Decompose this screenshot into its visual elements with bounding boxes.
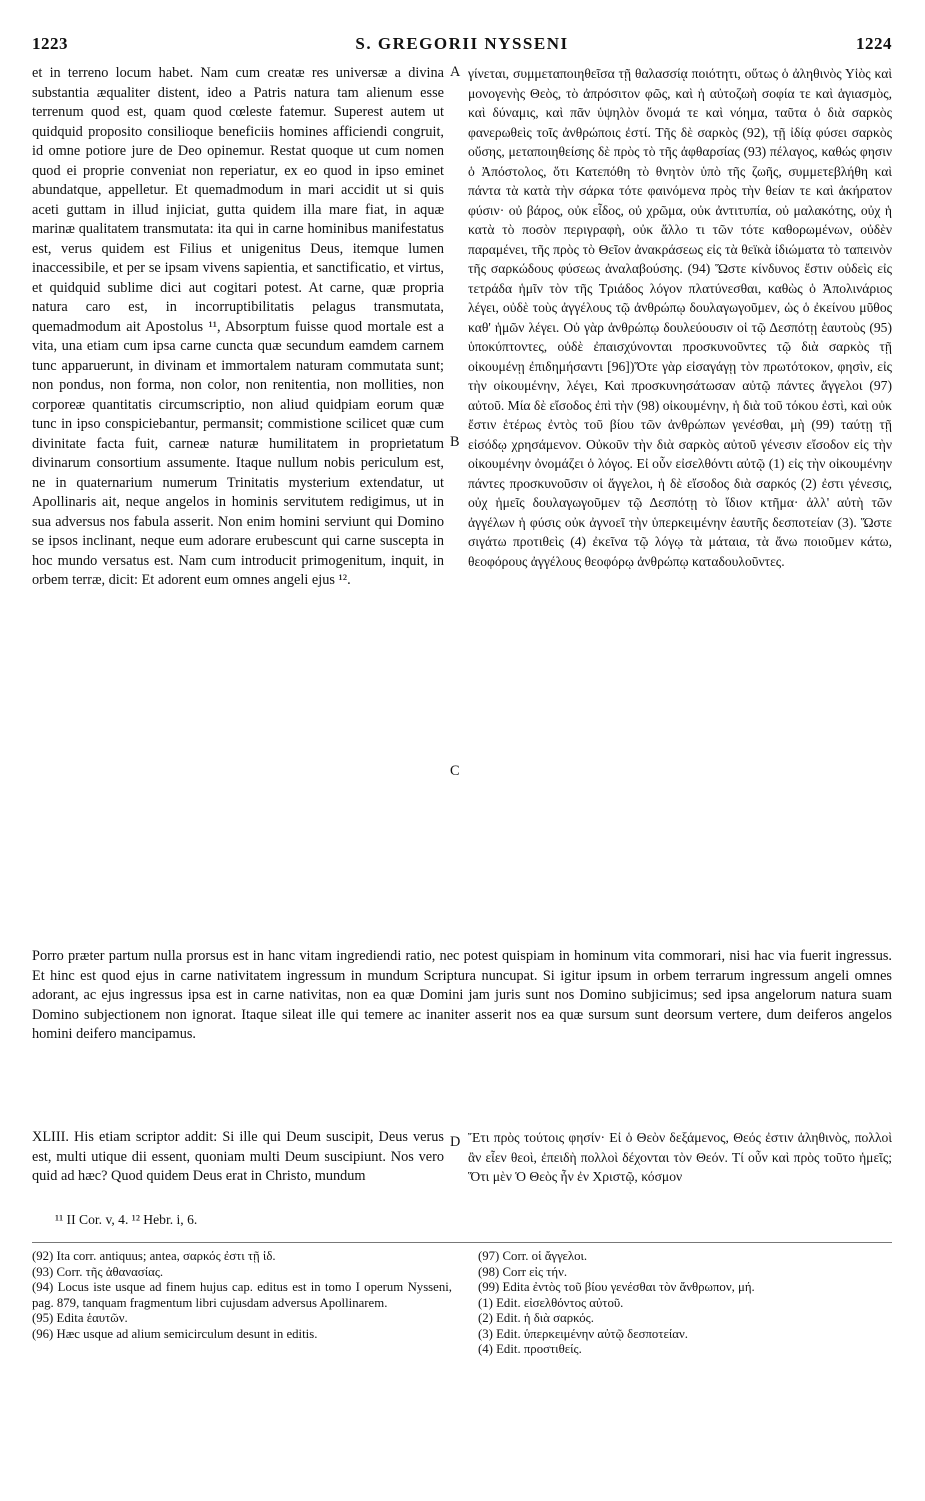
footnote: (96) Hæc usque ad alium semicirculum desunt in editis. <box>32 1326 318 1341</box>
footnote: (93) Corr. τῆς ἀθανασίας. <box>32 1264 164 1279</box>
latin-paragraph-full: Porro præter partum nulla prorsus est in hanc vitam ingrediendi ratio, nec potest quispiam in hominum vita commorari, nisi hac via fuerit ingressus. Et hinc est quod ejus in carne nativitatem ingressum in mundum Scriptura nuncupat. Si igitur ipsum in orbem terrarum ingressum angeli omnes adorant, ac ejus ingressus ipsa est in carne nativitas, non ea quæ Domini jam juris sunt nos Domino subjicimus; sed ipsa angelorum natura suam Domino subjectionem non ignorat. Itaque sileat ille qui temere ac inaniter asserit nos ea quæ sursum sunt deorsum vertere, dum deiferos angelos homini deifero mancipamus. <box>32 948 892 1042</box>
greek-column-top <box>468 64 892 571</box>
latin-column-bottom <box>32 1128 444 1187</box>
latin-paragraph-top: et in terreno locum habet. Nam cum creatæ res universæ a divina substantia æqualiter distent, ideo a Patris natura tam alienum esse terrenum quod est, quam quod cœleste fatemur. Superest autem ut quidquid proposito consilioque beneficiis homines afficiendi congruit, id omne potiore jure de Deo opinemur. Restat quoque ut cum nomen quod ei proprie conveniat non reperiatur, ex eo quod in ipso eminet abundatque, appelletur. Et quemadmodum in mari accidit ut si quis aceti guttam in illud injiciat, gutta quidem illa mare fiat, in aquæ marinæ qualitatem transmutata: ita qui in carne hominibus manifestatus est, verus quidem est Filius et unigenitus Deus, itemque lumen inaccessibile, et per se ipsam vivens sapientia, et sanctificatio, et virtus, et quidquid sublime dici aut cogitari potest. At carne, quæ propria natura caro est, in incorruptibilitatis pelagus transmutata, quemadmodum ait Apostolus ¹¹, Absorptum fuisse quod mortale est a vita, una etiam cum ipsa carne cuncta quæ secundum eamdem carnem tunc apparuerunt, in divinam et immortalem naturam commutata sunt; non pondus, non forma, non color, non renitentia, non mollities, non corporeæ quantitatis circumscriptio, non aliud quidpiam eorum quæ tunc in ipso conspiciebantur, permansit; commistione scilicet quæ cum divinitate facta fuit, carneæ naturæ humilitatem in proprietatum divinarum consortium assumente. Itaque nullum nobis periculum est, ne in quaternarium numerum Trinitatis mysterium extendatur, ut Apollinaris ait, neque angelos in hominis servitutem redigimus, ut in sua adversus nos fabula asserit. Non enim homini serviunt qui Domino se ipsos inclinant, neque eum adorare erubescunt qui carne suscepta in hoc mundo versatus est. Nam cum introducit primogenitum, inquit, in orbem terræ, dicit: Et adorent eum omnes angeli ejus ¹². <box>32 65 444 588</box>
footnote: (1) Edit. εἰσελθόντος αὐτοῦ. <box>478 1295 624 1310</box>
footnotes-left <box>32 1249 452 1342</box>
column-number-right: 1224 <box>856 34 892 53</box>
footnote: (92) Ita corr. antiquus; antea, σαρκός ἐστι τῇ ἰδ. <box>32 1249 276 1263</box>
footnote: (97) Corr. οἱ ἄγγελοι. <box>478 1249 588 1263</box>
latin-column-top <box>32 64 444 591</box>
section-marker-a: A <box>450 64 461 80</box>
section-marker-b: B <box>450 434 460 450</box>
page-header <box>32 28 892 58</box>
footnote: (95) Edita ἑαυτῶν. <box>32 1311 128 1325</box>
footnotes-right <box>478 1249 890 1358</box>
footnote: (4) Edit. προστιθείς. <box>478 1342 582 1356</box>
footnote: (99) Edita ἐντὸς τοῦ βίου γενέσθαι τὸν ἄνθρωπον, μή. <box>478 1280 755 1294</box>
greek-paragraph-top: γίνεται, συμμεταποιηθεῖσα τῇ θαλασσίᾳ ποιότητι, οὕτως ὁ ἀληθινὸς Υἱὸς καὶ μονογενὴς Θεὸς, τὸ ἀπρόσιτον φῶς, καὶ ἡ αὐτοζωὴ σοφία τε καὶ ἁγιασμὸς, καὶ δύναμις, καὶ πᾶν ὑψηλὸν ὄνομά τε καὶ νόημα, ταῦτα ὁ διὰ σαρκὸς φανερωθεὶς τοῖς ἀνθρώποις ἐστί. Τῆς δὲ σαρκὸς (92), τῇ ἰδίᾳ φύσει σαρκὸς οὔσης, μεταποιηθείσης δὲ πρὸς τὸ τῆς ἀφθαρσίας (93) πέλαγος, καθώς φησιν ὁ Ἀπόστολος, ὅτι Κατεπόθη τὸ θνητὸν ὑπὸ τῆς ζωῆς, συμμετεβλήθη καὶ πάντα τὰ κατὰ τὴν σάρκα τότε φαινόμενα πρὸς τὴν θείαν τε καὶ ἀκήρατον φύσιν· οὐ βάρος, οὐκ εἶδος, οὐ χρῶμα, οὐκ ἀντιτυπία, οὐ μαλακότης, οὐχ ἡ κατὰ τὸ ποσὸν περιγραφὴ, οὐκ ἄλλο τι τῶν τότε καθορωμένων, οὐδὲν παραμένει, τῆς πρὸς τὸ Θεῖον ἀνακράσεως εἰς τὰ θεϊκὰ ἰδιώματα τὸ ταπεινὸν τῆς σαρκώδους φύσεως ἀναλαβούσης. (94) Ὥστε κίνδυνος ἔστιν οὐδεὶς εἰς τετράδα ἡμῖν τὸν τῆς Τριάδος λόγον πλατύνεσθαι, καθὼς ὁ Ἀπολινάριος λέγει, οὐδὲ τοὺς ἀγγέλους τῷ ἀνθρώπῳ δουλαγωγοῦμεν, ὡς ὁ ἐκείνου μῦθος καθ' ἡμῶν λέγει. Οὐ γὰρ ἀνθρώπῳ δουλεύουσιν οἱ τῷ Δεσπότῃ ἑαυτοὺς (95) ὑποκύπτοντες, οὐδὲ ἐπαισχύνονται προσκυνοῦντες τῷ διὰ σαρκὸς τῇ οἰκουμένῃ ἐπιδημήσαντι [96])Ὅτε γὰρ εἰσαγάγῃ τὸν πρωτότοκον, φησὶν, εἰς τὴν οἰκουμένην, λέγει, Καὶ προσκυνησάτωσαν αὐτῷ πάντες ἄγγελοι (97) αὐτοῦ. Μία δὲ εἴσοδος ἐπὶ τὴν (98) οἰκουμένην, ἡ διὰ τοῦ τόκου ἐστὶ, καὶ οὐκ ἔστιν ἑτέρως ἐντὸς τοῦ βίου τῶν ἀνθρώπων γενέσθαι, μὴ (99) ταύτῃ τῇ εἰσόδῳ χρησάμενον. Οὐκοῦν τὴν διὰ σαρκὸς αὐτοῦ γένεσιν εἴσοδον εἰς τὴν οἰκουμένην ὀνομάζει ὁ λόγος. Εἰ οὖν εἰσελθόντι αὐτῷ (1) εἰς τὴν οἰκουμένην πάντες προσκυνοῦσιν οἱ ἄγγελοι, ἡ δὲ εἴσοδος διὰ σαρκός (2) ἐστι γένεσις, οὐχ ἡμεῖς δουλαγωγοῦμεν τῷ Δεσπότῃ τὸ ἴδιον κτῆμα· ἀλλ' αὐτὴ τῶν ἀγγέλων ἡ φύσις οὐκ ἀγνοεῖ τὴν ὑπερκειμένην ἑαυτῆς δεσποτείαν (3). Ὥστε σιγάτω προτιθεὶς (4) ἐκεῖνα τῷ λόγῳ τὰ μάταια, τὰ ἄνω ποιοῦμεν κάτω, θεοφόρους ἀγγέλους θεοφόρῳ ἀνθρώπῳ καταδουλοῦντες. <box>468 66 892 569</box>
greek-paragraph-bottom: Ἔτι πρὸς τούτοις φησίν· Εἰ ὁ Θεὸν δεξάμενος, Θεός ἐστιν ἀληθινὸς, πολλοὶ ἂν εἶεν θεοὶ, ἐπειδὴ πολλοὶ δέχονται τὸν Θεόν. Τί οὖν καὶ πρὸς τοῦτο ἡμεῖς; Ὅτι μὲν Ὁ Θεὸς ἦν ἐν Χριστῷ, κόσμον <box>468 1130 892 1184</box>
bible-references: ¹¹ II Cor. v, 4. ¹² Hebr. i, 6. <box>55 1212 198 1227</box>
footnote: (94) Locus iste usque ad finem hujus cap. editus est in tomo I operum Nysseni, pag. 879, tanquam fragmentum libri cujusdam adversus Apollinarem. <box>32 1280 452 1310</box>
footnote: (2) Edit. ἡ διὰ σαρκός. <box>478 1311 594 1325</box>
footnote: (98) Corr εἰς τήν. <box>478 1264 568 1279</box>
section-marker-d: D <box>450 1134 461 1150</box>
section-marker-c: C <box>450 763 460 779</box>
footnote-divider <box>32 1242 892 1243</box>
running-title: S. GREGORII NYSSENI <box>355 34 569 53</box>
greek-column-bottom <box>468 1128 892 1187</box>
latin-full-width <box>32 947 892 1045</box>
latin-paragraph-bottom: XLIII. His etiam scriptor addit: Si ille qui Deum suscipit, Deus verus est, multi utique dii essent, quoniam multi Deum suscipiunt. Nos vero quid ad hæc? Quod quidem Deus erat in Christo, mundum <box>32 1129 444 1184</box>
column-number-left: 1223 <box>32 34 68 53</box>
footnote: (3) Edit. ὑπερκειμένην αὐτῷ δεσποτείαν. <box>478 1326 688 1341</box>
